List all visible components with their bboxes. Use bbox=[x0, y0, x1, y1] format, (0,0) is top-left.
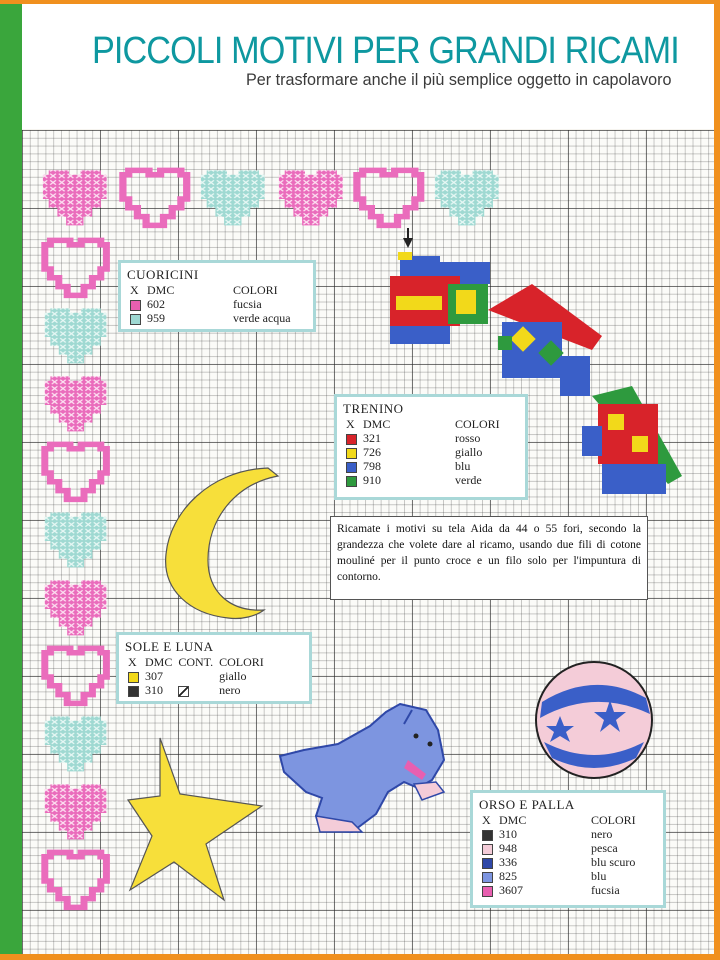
dmc-code: 798 bbox=[363, 459, 381, 473]
col-header: X bbox=[128, 655, 137, 669]
color-name: fucsia bbox=[233, 297, 262, 311]
color-name: pesca bbox=[591, 841, 618, 855]
color-name: blu bbox=[591, 869, 607, 883]
color-name: giallo bbox=[455, 445, 483, 459]
color-name: giallo bbox=[219, 669, 247, 683]
dmc-code: 910 bbox=[363, 473, 381, 487]
dmc-code: 321 bbox=[363, 431, 381, 445]
dmc-code: 825 bbox=[499, 869, 517, 883]
color-name: nero bbox=[219, 683, 241, 697]
col-header: COLORI bbox=[219, 655, 264, 669]
legend-title: ORSO E PALLA bbox=[479, 797, 575, 812]
dmc-code: 307 bbox=[145, 669, 163, 683]
col-header: X bbox=[130, 283, 139, 297]
color-name: fucsia bbox=[591, 883, 620, 897]
color-name: verde acqua bbox=[233, 311, 291, 325]
legend-title: TRENINO bbox=[343, 401, 404, 416]
instructions-note: Ricamate i motivi su tela Aida da 44 o 55 fori, secondo la grandezza che volete dare al ricamo, usando due fili di cotone mouliné per il punto croce e un filo solo per l'impuntura di contorno. bbox=[330, 516, 648, 600]
col-header: DMC bbox=[145, 655, 173, 669]
col-header: DMC bbox=[147, 283, 175, 297]
col-header: X bbox=[346, 417, 355, 431]
col-header: COLORI bbox=[455, 417, 500, 431]
dmc-code: 602 bbox=[147, 297, 165, 311]
dmc-code: 3607 bbox=[499, 883, 523, 897]
color-name: verde bbox=[455, 473, 482, 487]
page-title: PICCOLI MOTIVI PER GRANDI RICAMI bbox=[92, 30, 679, 72]
col-header: X bbox=[482, 813, 491, 827]
dmc-code: 959 bbox=[147, 311, 165, 325]
legend-title: SOLE E LUNA bbox=[125, 639, 214, 654]
dmc-code: 310 bbox=[145, 683, 163, 697]
col-header: DMC bbox=[499, 813, 527, 827]
dmc-code: 310 bbox=[499, 827, 517, 841]
color-name: blu bbox=[455, 459, 471, 473]
dmc-code: 948 bbox=[499, 841, 517, 855]
color-name: nero bbox=[591, 827, 613, 841]
dmc-code: 336 bbox=[499, 855, 517, 869]
dmc-code: 726 bbox=[363, 445, 381, 459]
page-subtitle: Per trasformare anche il più semplice oggetto in capolavoro bbox=[246, 70, 672, 89]
color-name: rosso bbox=[455, 431, 481, 445]
color-name: blu scuro bbox=[591, 855, 636, 869]
col-header: COLORI bbox=[591, 813, 636, 827]
col-header: CONT. bbox=[178, 655, 214, 669]
legend-title: CUORICINI bbox=[127, 267, 199, 282]
col-header: DMC bbox=[363, 417, 391, 431]
col-header: COLORI bbox=[233, 283, 278, 297]
